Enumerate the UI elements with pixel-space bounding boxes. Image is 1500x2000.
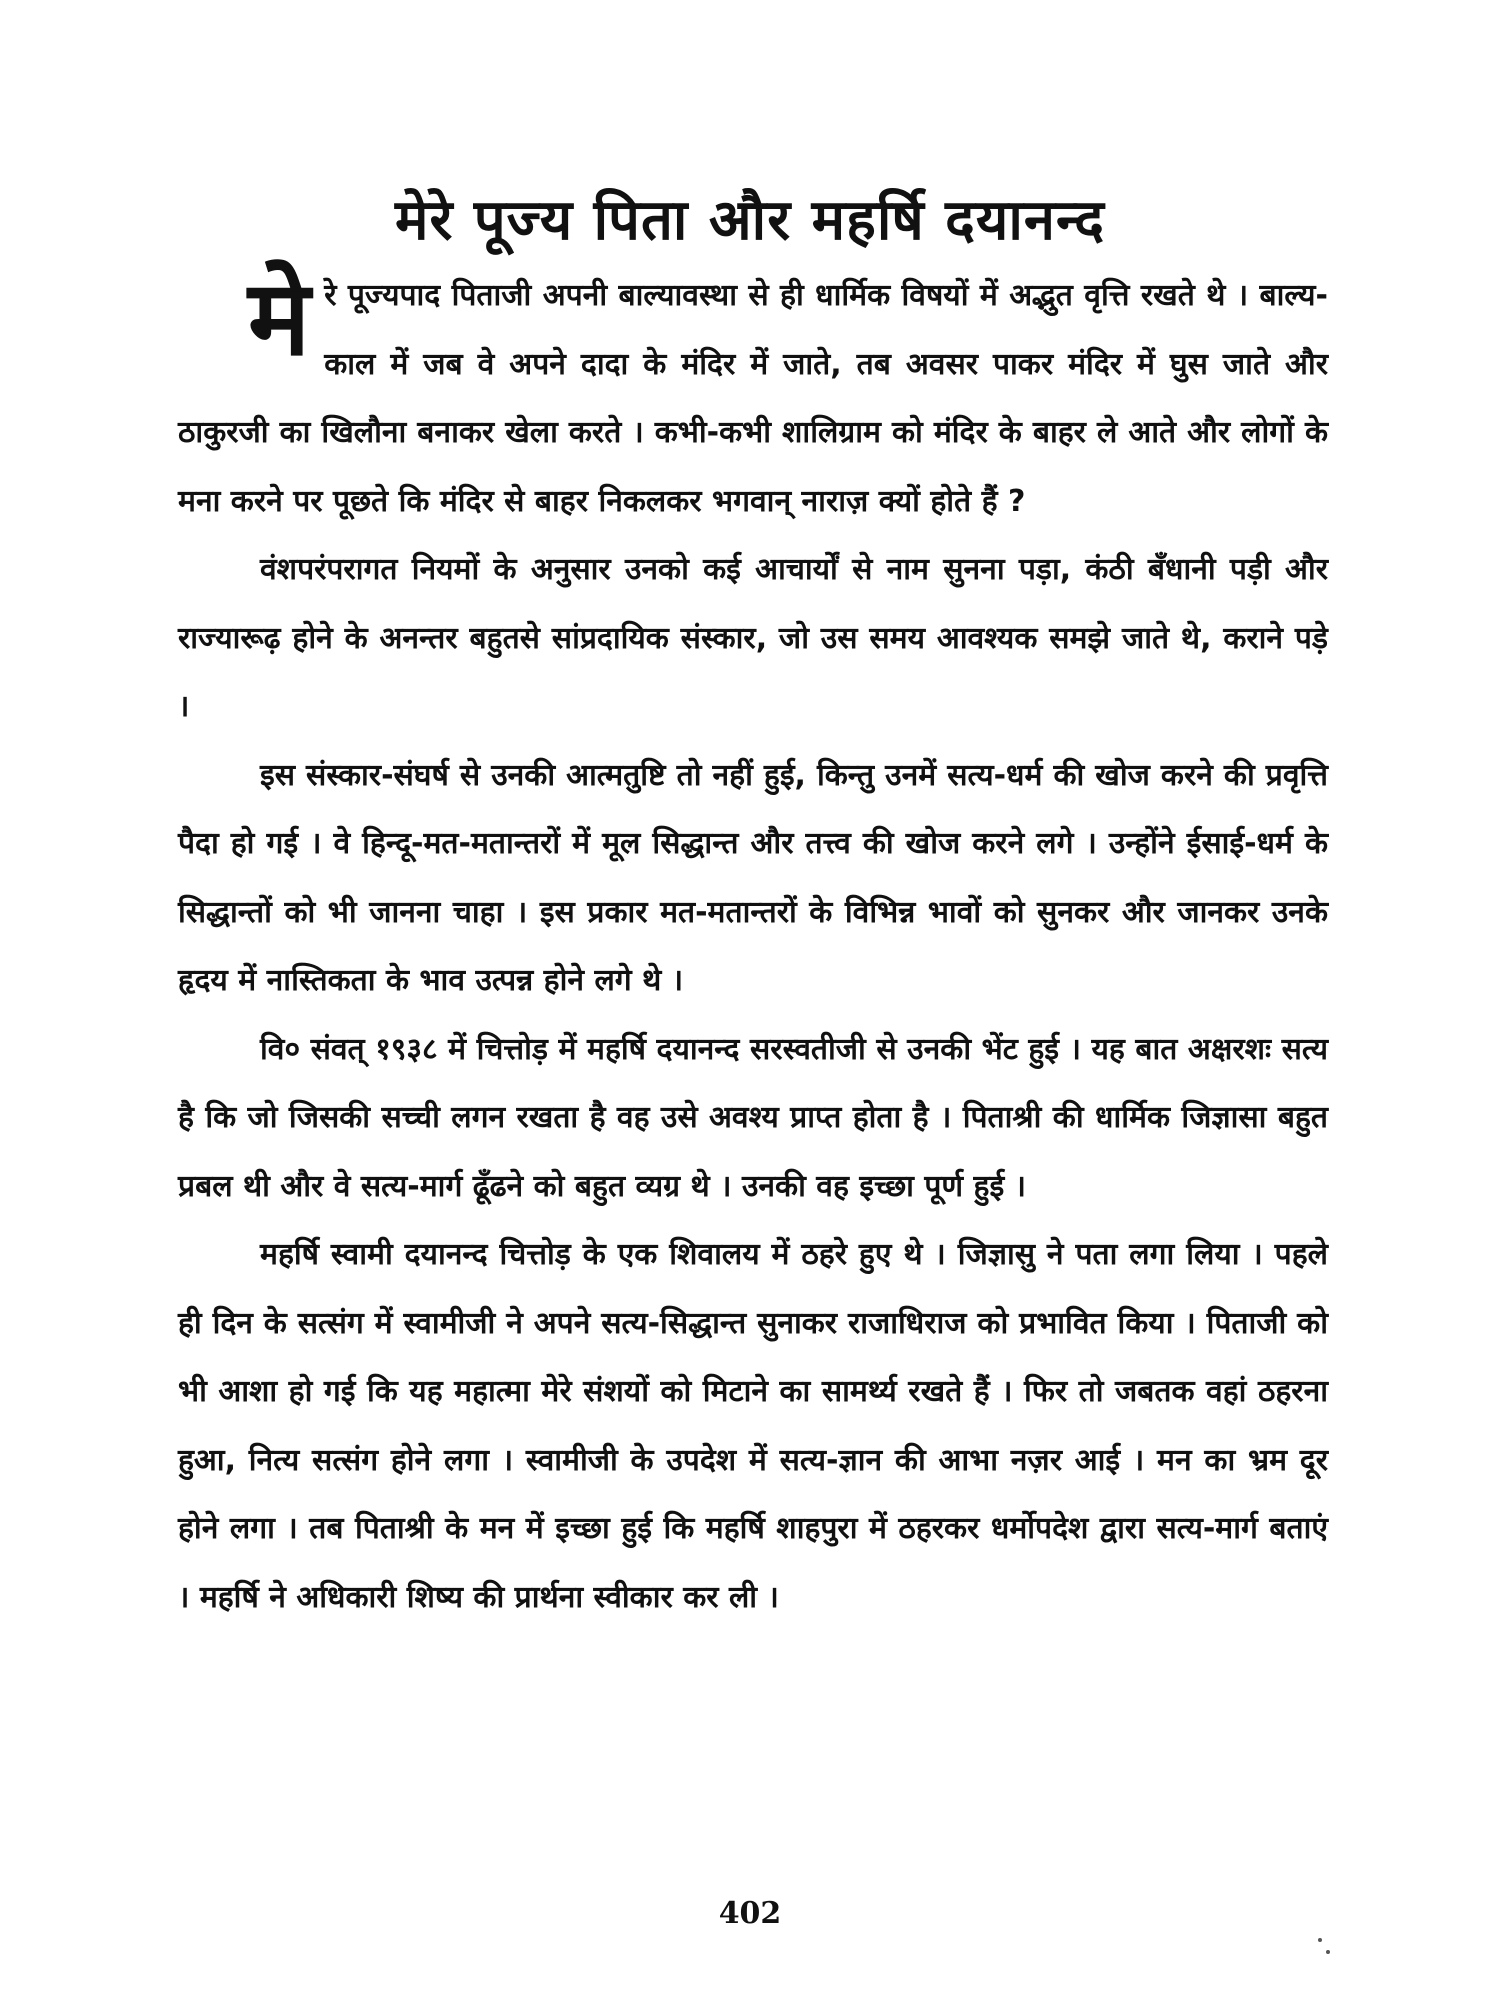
page-title: मेरे पूज्य पिता और महर्षि दयानन्द	[394, 187, 1106, 253]
paragraph-3: इस संस्कार-संघर्ष से उनकी आत्मतुष्टि तो नहीं हुई, किन्तु उनमें सत्य-धर्म की खोज करने की प्रवृत्ति पैदा हो गई । वे हिन्दू-मत-मतान्तरों में मूल सिद्धान्त और तत्त्व की खोज करने लगे । उन्होंने ईसाई-धर्म के सिद्धान्तों को भी जानना चाहा । इस प्रकार मत-मतान्तरों के विभिन्न भावों को सुनकर और जानकर उनके हृदय में नास्तिकता के भाव उत्पन्न होने लगे थे ।	[178, 757, 1328, 998]
body-text	[178, 257, 1328, 1632]
paragraph-1	[178, 257, 1328, 536]
scan-speck	[1326, 1950, 1330, 1954]
drop-cap: मे	[248, 257, 311, 379]
page-number: 402	[718, 1896, 782, 1931]
paragraph-1-text: रे पूज्यपाद पिताजी अपनी बाल्यावस्था से ही धार्मिक विषयों में अद्भुत वृत्ति रखते थे । बाल्य-काल में जब वे अपने दादा के मंदिर में जाते, तब अवसर पाकर मंदिर में घुस जाते और ठाकुरजी का खिलौना बनाकर खेला करते । कभी-कभी शालिग्राम को मंदिर के बाहर ले आते और लोगों के मना करने पर पूछते कि मंदिर से बाहर निकलकर भगवान् नाराज़ क्यों होते हैं ?	[178, 278, 1328, 519]
paragraph-2: वंशपरंपरागत नियमों के अनुसार उनको कई आचार्यों से नाम सुनना पड़ा, कंठी बँधानी पड़ी और राज्यारूढ़ होने के अनन्तर बहुतसे सांप्रदायिक संस्कार, जो उस समय आवश्यक समझे जाते थे, कराने पड़े ।	[178, 552, 1328, 724]
paragraph-4: वि० संवत् १९३८ में चित्तोड़ में महर्षि दयानन्द सरस्वतीजी से उनकी भेंट हुई । यह बात अक्षरशः सत्य है कि जो जिसकी सच्ची लगन रखता है वह उसे अवश्य प्राप्त होता है । पिताश्री की धार्मिक जिज्ञासा बहुत प्रबल थी और वे सत्य-मार्ग ढूँढने को बहुत व्यग्र थे । उनकी वह इच्छा पूर्ण हुई ।	[178, 1031, 1328, 1204]
paragraph-5: महर्षि स्वामी दयानन्द चित्तोड़ के एक शिवालय में ठहरे हुए थे । जिज्ञासु ने पता लगा लिया । पहले ही दिन के सत्संग में स्वामीजी ने अपने सत्य-सिद्धान्त सुनाकर राजाधिराज को प्रभावित किया । पिताजी को भी आशा हो गई कि यह महात्मा मेरे संशयों को मिटाने का सामर्थ्य रखते हैं । फिर तो जबतक वहां ठहरना हुआ, नित्य सत्संग होने लगा । स्वामीजी के उपदेश में सत्य-ज्ञान की आभा नज़र आई । मन का भ्रम दूर होने लगा । तब पिताश्री के मन में इच्छा हुई कि महर्षि शाहपुरा में ठहरकर धर्मोपदेश द्वारा सत्य-मार्ग बताएं । महर्षि ने अधिकारी शिष्य की प्रार्थना स्वीकार कर ली ।	[178, 1237, 1328, 1615]
scan-speck	[1318, 1938, 1322, 1942]
